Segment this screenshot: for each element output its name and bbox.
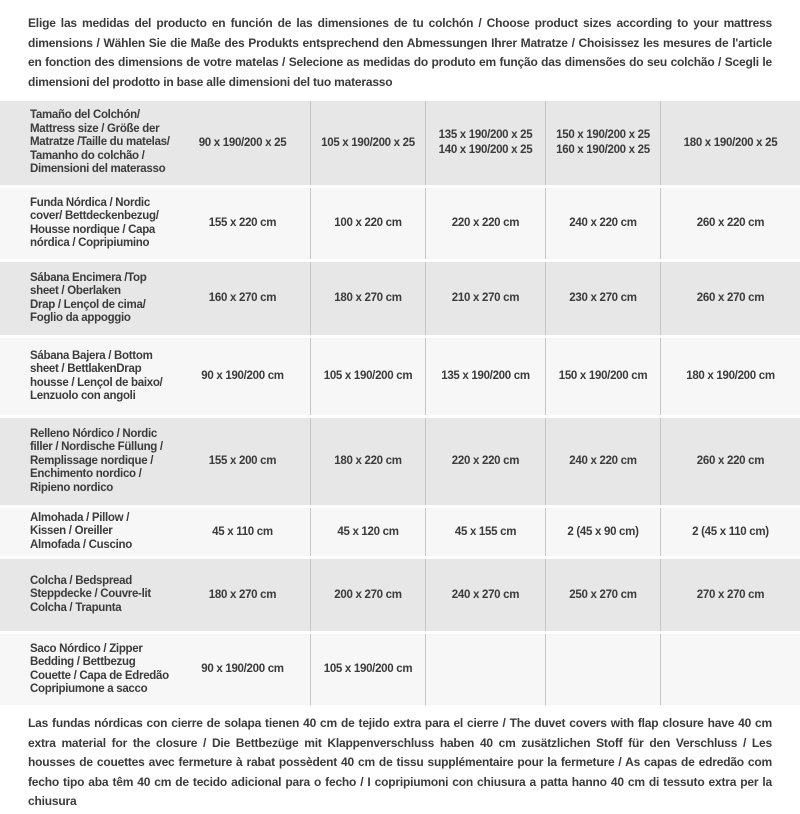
row-label: Sábana Encimera /Top sheet / Oberlaken Drap / Lençol de cima/ Foglio da appoggio	[0, 262, 175, 335]
table-row-zipper-bedding	[0, 634, 800, 705]
size-cell: 105 x 190/200 cm	[310, 338, 425, 415]
row-label: Funda Nórdica / Nordic cover/ Bettdeckenbezug/ Housse nordique / Capa nórdica / Copripiumino	[0, 188, 175, 259]
size-cell: 90 x 190/200 cm	[175, 634, 310, 705]
size-cell: 250 x 270 cm	[545, 559, 660, 631]
size-cell: 200 x 270 cm	[310, 559, 425, 631]
row-label: Saco Nórdico / Zipper Bedding / Bettbezug Couette / Capa de Edredão Copripiumone a sacco	[0, 634, 175, 705]
product-size-table	[0, 101, 800, 705]
size-cell: 270 x 270 cm	[660, 559, 800, 631]
size-cell	[545, 634, 660, 705]
size-cell: 45 x 120 cm	[310, 508, 425, 556]
size-cell: 90 x 190/200 x 25	[175, 101, 310, 185]
table-row-top-sheet	[0, 262, 800, 335]
row-label: Colcha / Bedspread Steppdecke / Couvre-lit Colcha / Trapunta	[0, 559, 175, 631]
header-note: Elige las medidas del producto en función de las dimensiones de tu colchón / Choose product sizes according to your mattress dimensions / Wählen Sie die Maße des Produkts entsprechend den Abmessungen Ihrer Matratze / Choisissez les mesures de l'article en fonction des dimensions de votre matelas / Selecione as medidas do produto em função das dimensões do seu colchão / Scegli le dimensioni del prodotto in base alle dimensioni del tuo materasso	[28, 16, 772, 89]
size-cell: 105 x 190/200 x 25	[310, 101, 425, 185]
row-label: Sábana Bajera / Bottom sheet / BettlakenDrap housse / Lençol de baixo/ Lenzuolo con angoli	[0, 338, 175, 415]
size-cell: 155 x 200 cm	[175, 418, 310, 505]
size-cell: 150 x 190/200 x 25 160 x 190/200 x 25	[545, 101, 660, 185]
size-cell: 2 (45 x 90 cm)	[545, 508, 660, 556]
table-row-nordic-cover	[0, 188, 800, 259]
size-cell: 180 x 190/200 cm	[660, 338, 800, 415]
size-cell	[660, 634, 800, 705]
size-cell: 155 x 220 cm	[175, 188, 310, 259]
size-cell: 220 x 220 cm	[425, 418, 545, 505]
size-cell	[425, 634, 545, 705]
table-row-nordic-filler	[0, 418, 800, 505]
size-cell: 135 x 190/200 x 25 140 x 190/200 x 25	[425, 101, 545, 185]
row-label: Almohada / Pillow / Kissen / Oreiller Almofada / Cuscino	[0, 508, 175, 556]
size-cell: 180 x 270 cm	[175, 559, 310, 631]
size-cell: 100 x 220 cm	[310, 188, 425, 259]
footer-note: Las fundas nórdicas con cierre de solapa tienen 40 cm de tejido extra para el cierre / The duvet covers with flap closure have 40 cm extra material for the closure / Die Bettbezüge mit Klappenverschluss haben 40 cm zusätzlichen Stoff für den Verschluss / Les housses de couettes avec fermeture à rabat possèdent 40 cm de tissu supplémentaire pour la fermeture / As capas de edredão com fecho tipo aba têm 40 cm de tecido adicional para o fecho / I copripiumoni con chiusura a patta hanno 40 cm di tessuto extra per la chiusura	[28, 716, 772, 808]
row-label: Tamaño del Colchón/ Mattress size / Größe der Matratze /Taille du matelas/ Tamanho do colchão / Dimensioni del materasso	[0, 101, 175, 185]
size-cell: 180 x 270 cm	[310, 262, 425, 335]
size-cell: 180 x 190/200 x 25	[660, 101, 800, 185]
size-cell: 180 x 220 cm	[310, 418, 425, 505]
size-cell: 45 x 155 cm	[425, 508, 545, 556]
table-row-pillow	[0, 508, 800, 556]
size-cell: 150 x 190/200 cm	[545, 338, 660, 415]
size-cell: 2 (45 x 110 cm)	[660, 508, 800, 556]
size-cell: 240 x 270 cm	[425, 559, 545, 631]
size-cell: 90 x 190/200 cm	[175, 338, 310, 415]
table-row-bottom-sheet	[0, 338, 800, 415]
size-cell: 105 x 190/200 cm	[310, 634, 425, 705]
size-cell: 230 x 270 cm	[545, 262, 660, 335]
table-row-bedspread	[0, 559, 800, 631]
size-cell: 160 x 270 cm	[175, 262, 310, 335]
size-cell: 135 x 190/200 cm	[425, 338, 545, 415]
size-cell: 260 x 220 cm	[660, 418, 800, 505]
size-cell: 240 x 220 cm	[545, 418, 660, 505]
size-cell: 220 x 220 cm	[425, 188, 545, 259]
size-cell: 45 x 110 cm	[175, 508, 310, 556]
size-cell: 210 x 270 cm	[425, 262, 545, 335]
size-cell: 260 x 220 cm	[660, 188, 800, 259]
row-label: Relleno Nórdico / Nordic filler / Nordische Füllung / Remplissage nordique / Enchimento nordico / Ripieno nordico	[0, 418, 175, 505]
size-cell: 240 x 220 cm	[545, 188, 660, 259]
size-cell: 260 x 270 cm	[660, 262, 800, 335]
table-row-mattress-size	[0, 101, 800, 185]
